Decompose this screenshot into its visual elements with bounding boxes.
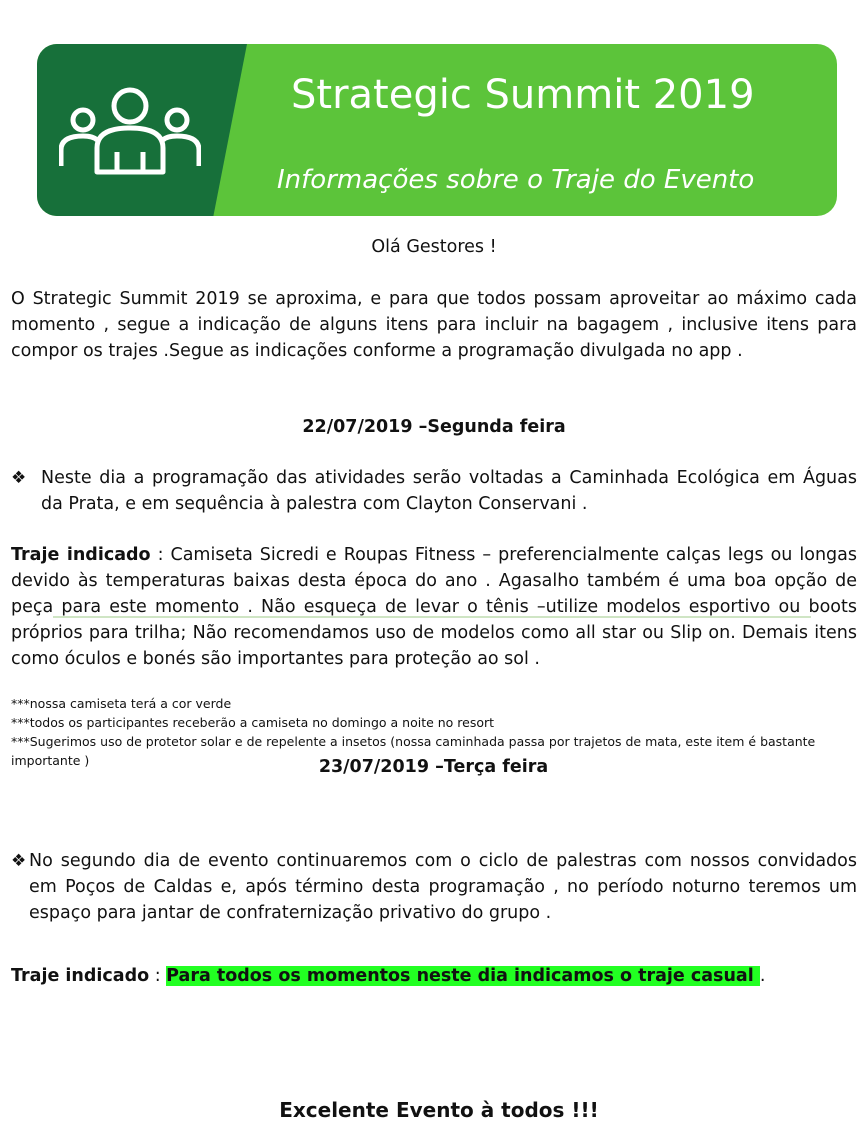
diamond-bullet-icon: ❖ (11, 468, 27, 488)
day1-bullet-text: Neste dia a programação das atividades serão voltadas a Caminhada Ecológica em Águas da Prata, e em sequência à palestra com Clayton Conservani . (41, 468, 857, 514)
note-item: ***Sugerimos uso de protetor solar e de repelente a insetos (nossa caminhada passa por trajetos de mata, este item é bastante importante ) (11, 734, 816, 768)
day1-traje-label: Traje indicado (11, 545, 151, 565)
note-item: ***todos os participantes receberão a camiseta no domingo a noite no resort (11, 715, 495, 730)
note-item: ***nossa camiseta terá a cor verde (11, 696, 232, 711)
day2-traje-highlight: Para todos os momentos neste dia indicamos o traje casual (166, 966, 760, 986)
day1-traje-text: : Camiseta Sicredi e Roupas Fitness – preferencialmente calças legs ou longas devido às temperaturas baixas desta época do ano . Agasalho também é uma boa opção de peça para este momento . Não esqueça de levar o tênis –utilize modelos esportivo ou boots próprios para trilha; Não recomendamos uso de modelos como all star ou Slip on. Demais itens como óculos e bonés são importantes para proteção ao sol . (11, 545, 857, 669)
banner-title: Strategic Summit 2019 (291, 72, 755, 118)
intro-paragraph: O Strategic Summit 2019 se aproxima, e para que todos possam aproveitar ao máximo cada momento , segue a indicação de alguns itens para incluir na bagagem , inclusive itens para compor os trajes .Segue as indicações conforme a programação divulgada no app . (11, 289, 857, 361)
banner-subtitle: Informações sobre o Traje do Evento (277, 165, 755, 195)
day1-traje-paragraph (11, 542, 857, 672)
day2-traje-paragraph (11, 963, 857, 989)
greeting: Olá Gestores ! (371, 237, 497, 257)
day2-traje-label: Traje indicado (11, 966, 150, 986)
day2-heading: 23/07/2019 –Terça feira (318, 757, 549, 777)
day2-bullet-text: No segundo dia de evento continuaremos com o ciclo de palestras com nossos convidados em Poços de Caldas e, após término desta programação , no período noturno teremos um espaço para jantar de confraternização privativo do grupo . (29, 851, 857, 923)
diamond-bullet-icon: ❖ (11, 851, 27, 871)
day2-traje-end: . (759, 966, 766, 986)
day1-bullet (11, 465, 857, 517)
day1-heading: 22/07/2019 –Segunda feira (302, 417, 566, 437)
day2-bullet (11, 848, 857, 926)
header-banner (37, 44, 837, 216)
day2-traje-sep: : (149, 966, 167, 986)
closing-message: Excelente Evento à todos !!! (279, 1098, 599, 1122)
people-group-icon (59, 86, 201, 176)
